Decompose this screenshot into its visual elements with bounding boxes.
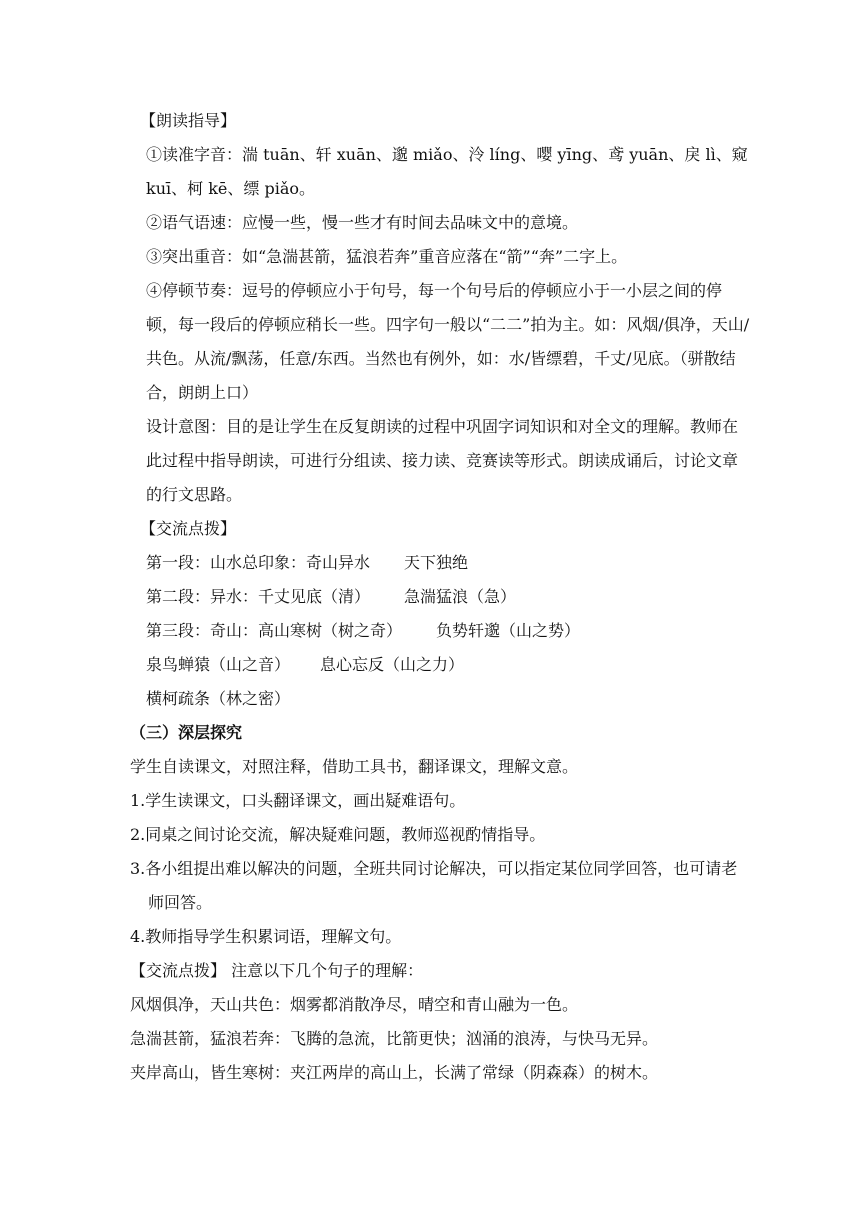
section3-heading: （三）深层探究 [130, 723, 243, 742]
exchange-row-left: 第一段：山水总印象：奇山异水 [146, 553, 371, 572]
exchange-row [130, 648, 750, 682]
exchange-row-right: 负势轩邈（山之势） [436, 621, 581, 640]
reading-item-stress: ③突出重音：如“急湍甚箭，猛浪若奔”重音应落在“箭”“奔”二字上。 [146, 247, 628, 266]
exchange-note: 【交流点拨】 注意以下几个句子的理解： [130, 961, 424, 980]
section3-item: 2.同桌之间讨论交流，解决疑难问题，教师巡视酌情指导。 [130, 825, 546, 844]
exchange-row-left: 横柯疏条（林之密） [146, 689, 291, 708]
document-body [130, 104, 750, 1090]
sentence-explanation: 夹岸高山，皆生寒树：夹江两岸的高山上，长满了常绿（阴森森）的树木。 [130, 1063, 659, 1082]
exchange-row-left: 第三段：奇山：高山寒树（树之奇） [146, 621, 403, 640]
exchange-row [130, 580, 750, 614]
exchange-row-right: 息心忘反（山之力） [320, 655, 465, 674]
section3-item: 3.各小组提出难以解决的问题，全班共同讨论解决，可以指定某位同学回答，也可请老师回答。 [130, 859, 738, 912]
reading-guide-heading: 【朗读指导】 [140, 111, 237, 130]
section3-item: 1.学生读课文，口头翻译课文，画出疑难语句。 [130, 791, 466, 810]
exchange-row-left: 第二段：异水：千丈见底（清） [146, 587, 371, 606]
exchange-heading: 【交流点拨】 [140, 519, 237, 538]
exchange-row-right: 天下独绝 [404, 553, 469, 572]
exchange-row-right: 急湍猛浪（急） [404, 587, 517, 606]
design-intent: 设计意图：目的是让学生在反复朗读的过程中巩固字词知识和对全文的理解。教师在此过程中指导朗读，可进行分组读、接力读、竞赛读等形式。朗读成诵后，讨论文章的行文思路。 [146, 417, 739, 504]
exchange-row [130, 682, 750, 716]
section3-intro: 学生自读课文，对照注释，借助工具书，翻译课文，理解文意。 [130, 757, 579, 776]
exchange-row [130, 546, 750, 580]
exchange-row-left: 泉鸟蝉猿（山之音） [146, 655, 291, 674]
exchange-row [130, 614, 750, 648]
section3-item: 4.教师指导学生积累词语，理解文句。 [130, 927, 402, 946]
sentence-explanation: 急湍甚箭，猛浪若奔：飞腾的急流，比箭更快；汹涌的浪涛，与快马无异。 [130, 1029, 659, 1048]
sentence-explanation: 风烟俱净，天山共色：烟雾都消散净尽，晴空和青山融为一色。 [130, 995, 579, 1014]
reading-item-pronunciation: ①读准字音：湍 tuān、轩 xuān、邈 miǎo、泠 líng、嘤 yīng、鸢 yuān、戾 lì、窥 kuī、柯 kē、缥 piǎo。 [146, 145, 748, 198]
reading-item-tone: ②语气语速：应慢一些，慢一些才有时间去品味文中的意境。 [146, 213, 579, 232]
reading-item-rhythm: ④停顿节奏：逗号的停顿应小于句号，每一个句号后的停顿应小于一小层之间的停顿，每一段后的停顿应稍长一些。四字句一般以“二二”拍为主。如：风烟/俱净，天山/共色。从流/飘荡，任意/东西。当然也有例外，如：水/皆缥碧，千丈/见底。（骈散结合，朗朗上口） [146, 281, 750, 402]
